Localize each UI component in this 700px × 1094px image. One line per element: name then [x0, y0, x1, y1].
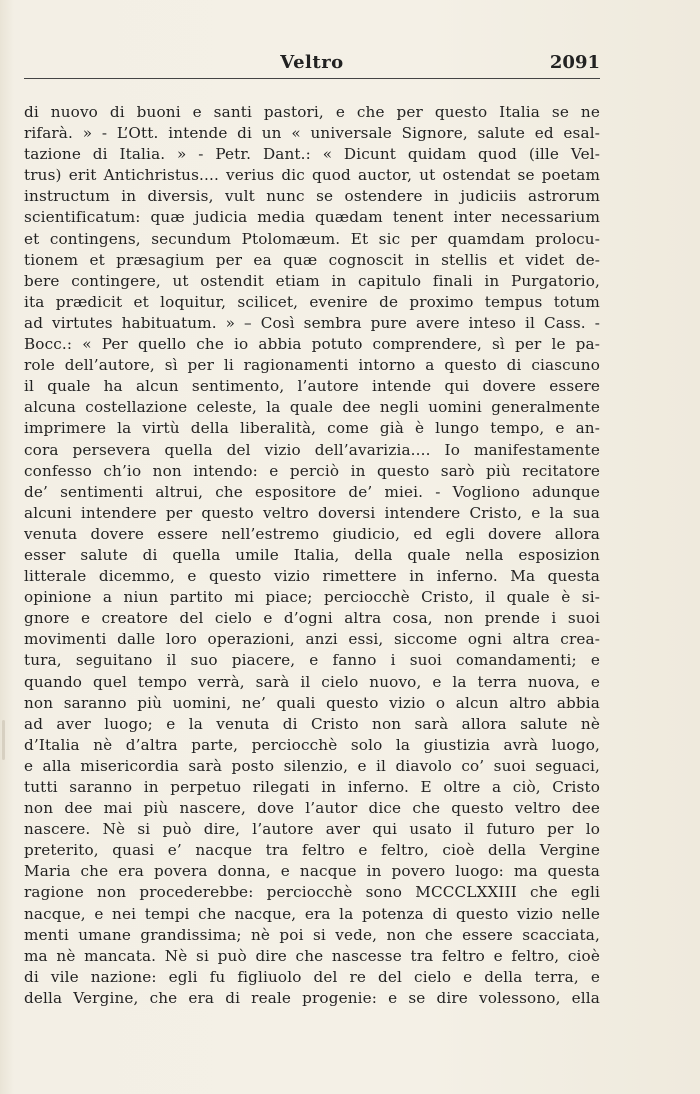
running-header: [24, 52, 600, 79]
text-line: tazione di Italia. » - Petr. Dant.: « Dicunt quidam quod (ille Vel-: [24, 145, 600, 164]
text-line: cora persevera quella del vizio dell’avarizia.... Io manifestamente: [24, 440, 600, 459]
text-line: d’Italia nè d’altra parte, perciocchè solo la giustizia avrà luogo,: [24, 735, 600, 754]
text-line: non saranno più uomini, ne’ quali questo vizio o alcun altro abbia: [24, 693, 600, 712]
text-line: trus) erit Antichristus.... verius dic quod auctor, ut ostendat se poetam: [24, 166, 600, 185]
text-line: di nuovo di buoni e santi pastori, e che per questo Italia se ne: [24, 103, 600, 121]
text-line: Bocc.: « Per quello che io abbia potuto comprendere, sì per le pa-: [24, 335, 600, 354]
text-line: esser salute di quella umile Italia, della quale nella esposizion: [24, 545, 600, 564]
text-line: scientificatum: quæ judicia media quædam tenent inter necessarium: [24, 208, 600, 227]
text-line: il quale ha alcun sentimento, l’autore intende qui dovere essere: [24, 377, 600, 396]
text-line: tura, seguitano il suo piacere, e fanno i suoi comandamenti; e: [24, 651, 600, 670]
text-line: nascere. Nè si può dire, l’autore aver qui usato il futuro per lo: [24, 820, 600, 839]
text-line: ad aver luogo; e la venuta di Cristo non sarà allora salute nè: [24, 714, 600, 733]
text-line: instructum in diversis, vult nunc se ostendere in judiciis astrorum: [24, 187, 600, 206]
text-line: venuta dovere essere nell’estremo giudicio, ed egli dovere allora: [24, 524, 600, 543]
text-line: de’ sentimenti altrui, che espositore de’ miei. - Vogliono adunque: [24, 482, 600, 501]
text-line: e alla misericordia sarà posto silenzio, e il diavolo co’ suoi seguaci,: [24, 756, 600, 775]
text-line: bere contingere, ut ostendit etiam in capitulo finali in Purgatorio,: [24, 271, 600, 290]
text-line: ragione non procederebbe: perciocchè sono MCCCLXXIII che egli: [24, 883, 600, 902]
text-line: rifarà. » - L’Ott. intende di un « universale Signore, salute ed esal-: [24, 124, 600, 143]
text-line: gnore e creatore del cielo e d’ogni altra cosa, non prende i suoi: [24, 609, 600, 628]
text-line: alcuni intendere per questo veltro doversi intendere Cristo, e la sua: [24, 503, 600, 522]
text-line: tutti saranno in perpetuo rilegati in inferno. E oltre a ciò, Cristo: [24, 778, 600, 796]
text-line: movimenti dalle loro operazioni, anzi essi, siccome ogni altra crea-: [24, 630, 600, 649]
text-line: et contingens, secundum Ptolomæum. Et sic per quamdam prolocu-: [24, 229, 600, 248]
text-line: opinione a niun partito mi piace; perciocchè Cristo, il quale è si-: [24, 588, 600, 607]
text-line: ad virtutes habituatum. » – Così sembra pure avere inteso il Cass. -: [24, 313, 600, 332]
text-line: preterito, quasi e’ nacque tra feltro e feltro, cioè della Vergine: [24, 841, 600, 860]
text-line: di vile nazione: egli fu figliuolo del re del cielo e della terra, e: [24, 967, 600, 986]
text-line: nacque, e nei tempi che nacque, era la potenza di questo vizio nelle: [24, 904, 600, 923]
text-line: quando quel tempo verrà, sarà il cielo nuovo, e la terra nuova, e: [24, 672, 600, 691]
running-title: Veltro: [280, 52, 344, 73]
body-text: [24, 102, 600, 1009]
page-edge-stain: [2, 720, 5, 760]
text-line: tionem et præsagium per ea quæ cognoscit in stellis et videt de-: [24, 250, 600, 269]
text-line: menti umane grandissima; nè poi si vede, non che essere scacciata,: [24, 925, 600, 944]
text-line: confesso ch’io non intendo: e perciò in questo sarò più recitatore: [24, 461, 600, 480]
text-line: Maria che era povera donna, e nacque in povero luogo: ma questa: [24, 862, 600, 881]
text-line: alcuna costellazione celeste, la quale dee negli uomini generalmente: [24, 398, 600, 417]
text-line: role dell’autore, sì per li ragionamenti intorno a questo di ciascuno: [24, 356, 600, 375]
text-line: imprimere la virtù della liberalità, come già è lungo tempo, e an-: [24, 419, 600, 438]
text-line: litterale dicemmo, e questo vizio rimettere in inferno. Ma questa: [24, 567, 600, 586]
text-line: non dee mai più nascere, dove l’autor dice che questo veltro dee: [24, 799, 600, 818]
text-line: ita prædicit et loquitur, scilicet, evenire de proximo tempus totum: [24, 292, 600, 311]
page-number: 2091: [549, 52, 600, 73]
text-line: della Vergine, che era di reale progenie: e se dire volessono, ella: [24, 988, 600, 1007]
text-line: ma nè mancata. Nè si può dire che nascesse tra feltro e feltro, cioè: [24, 946, 600, 965]
